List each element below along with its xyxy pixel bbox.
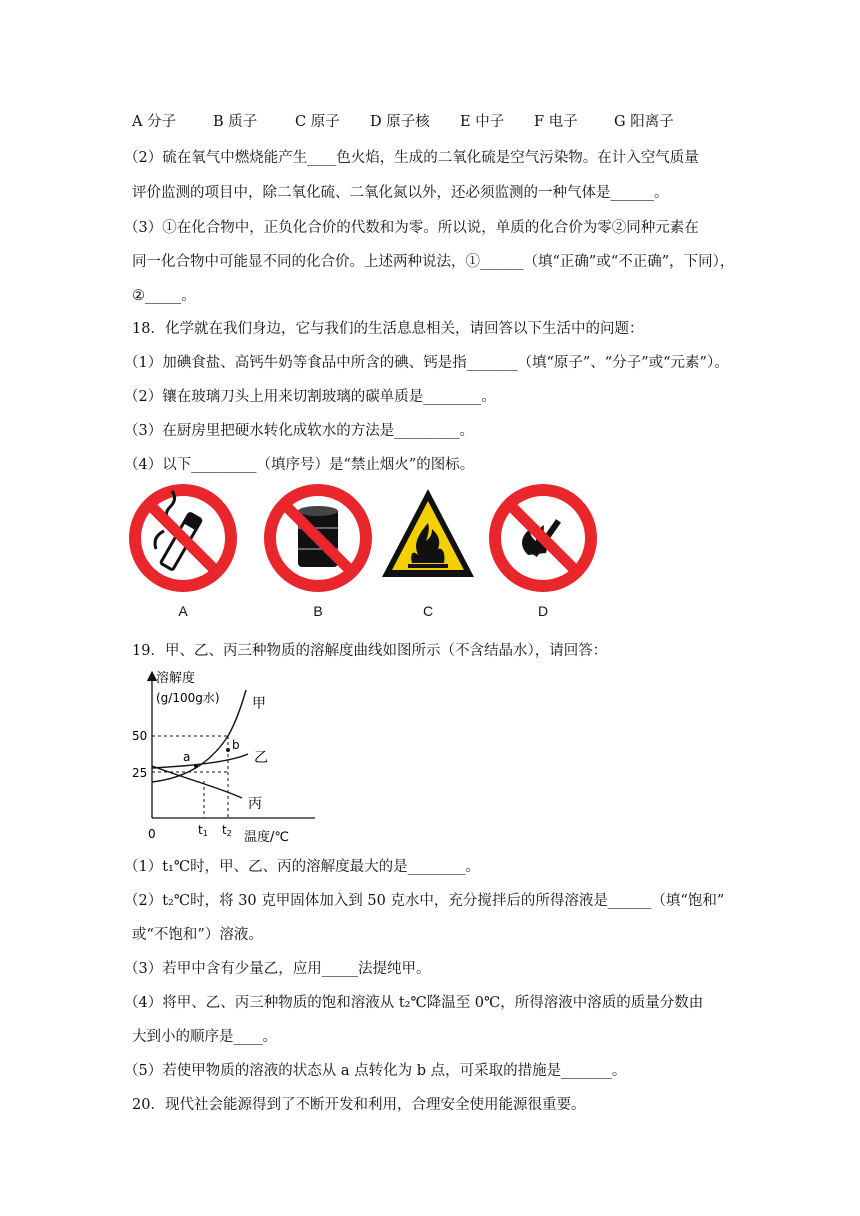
y-tick-25: 25 [132,766,148,780]
flammable-warning-icon [378,483,478,583]
series-yi-label: 乙 [254,750,268,766]
option-g: G 阳离子 [614,114,674,130]
point-b [226,748,230,752]
option-d: D 原子核 [370,114,430,130]
no-smoking-icon [128,483,238,593]
x-tick-t2: t2 [222,823,232,838]
x-axis-label: 温度/℃ [244,830,289,845]
sign-label-c: C [422,603,434,619]
series-bing-line [152,766,242,798]
option-e: E 中子 [460,114,505,130]
y-axis-label-2: (g/100g水) [156,691,220,705]
sign-label-b: B [313,603,323,619]
point-b-label: b [232,738,240,752]
no-fuel-drum-icon [262,483,374,593]
q18-part3: （3）在厨房里把硬水转化成软水的方法是_________。 [124,423,474,439]
q19-title: 19．甲、乙、丙三种物质的溶解度曲线如图所示（不含结晶水），请回答： [132,643,608,659]
solubility-chart [130,666,320,846]
sign-label-d: D [537,603,549,619]
q18-part2: （2）镶在玻璃刀头上用来切割玻璃的碳单质是________。 [124,389,496,405]
q20-title: 20．现代社会能源得到了不断开发和利用，合理安全使用能源很重要。 [132,1097,586,1113]
q19-part4-line1: （4）将甲、乙、丙三种物质的饱和溶液从 t₂℃降温至 0℃，所得溶液中溶质的质量分数由 [124,995,704,1011]
q19-part2-line2: 或“不饱和”）溶液。 [132,927,263,943]
series-yi-line [152,754,248,768]
q18-part4: （4）以下_________（填序号）是“禁止烟火”的图标。 [124,457,475,473]
series-bing-label: 丙 [248,796,262,812]
q19-part3: （3）若甲中含有少量乙，应用_____法提纯甲。 [124,961,431,977]
origin-label: 0 [148,827,156,841]
y-tick-50: 50 [132,729,148,743]
q17-part3-line1: （3）①在化合物中，正负化合价的代数和为零。所以说，单质的化合价为零②同种元素在 [124,220,699,236]
sign-label-a: A [178,603,188,619]
q17-part2-line1: （2）硫在氧气中燃烧能产生____色火焰，生成的二氧化硫是空气污染物。在计入空气质量 [124,150,699,166]
series-jia-label: 甲 [252,696,266,712]
q17-options [0,112,860,132]
x-tick-t1: t1 [198,823,208,838]
option-a: A 分子 [132,114,177,130]
q19-part4-line2: 大到小的顺序是____。 [132,1029,277,1045]
option-b: B 质子 [213,114,258,130]
option-f: F 电子 [534,114,578,130]
q19-part1: （1）t₁℃时，甲、乙、丙的溶解度最大的是________。 [124,859,481,875]
q18-title: 18．化学就在我们身边，它与我们的生活息息相关，请回答以下生活中的问题： [132,321,644,337]
point-a-label: a [183,750,191,764]
q18-part1: （1）加碘食盐、高钙牛奶等食品中所含的碘、钙是指_______（填“原子”、“分子”或“元素”）。 [124,355,729,371]
safety-signs [128,483,598,623]
point-a [194,764,198,768]
option-c: C 原子 [295,114,340,130]
q19-part5: （5）若使甲物质的溶液的状态从 a 点转化为 b 点，可采取的措施是_______。 [124,1063,627,1079]
q19-part2-line1: （2）t₂℃时，将 30 克甲固体加入到 50 克水中，充分搅拌后的所得溶液是______（填“饱和” [124,893,725,909]
y-axis-label-1: 溶解度 [156,671,196,686]
no-open-flame-icon [488,483,598,593]
q17-part2-line2: 评价监测的项目中，除二氧化硫、二氧化氮以外，还必须监测的一种气体是______。 [132,185,669,201]
q17-part3-line3: ②_____。 [132,288,196,304]
q17-part3-line2: 同一化合物中可能显不同的化合价。上述两种说法，①______（填“正确”或“不正确”，下同）， [132,254,735,270]
